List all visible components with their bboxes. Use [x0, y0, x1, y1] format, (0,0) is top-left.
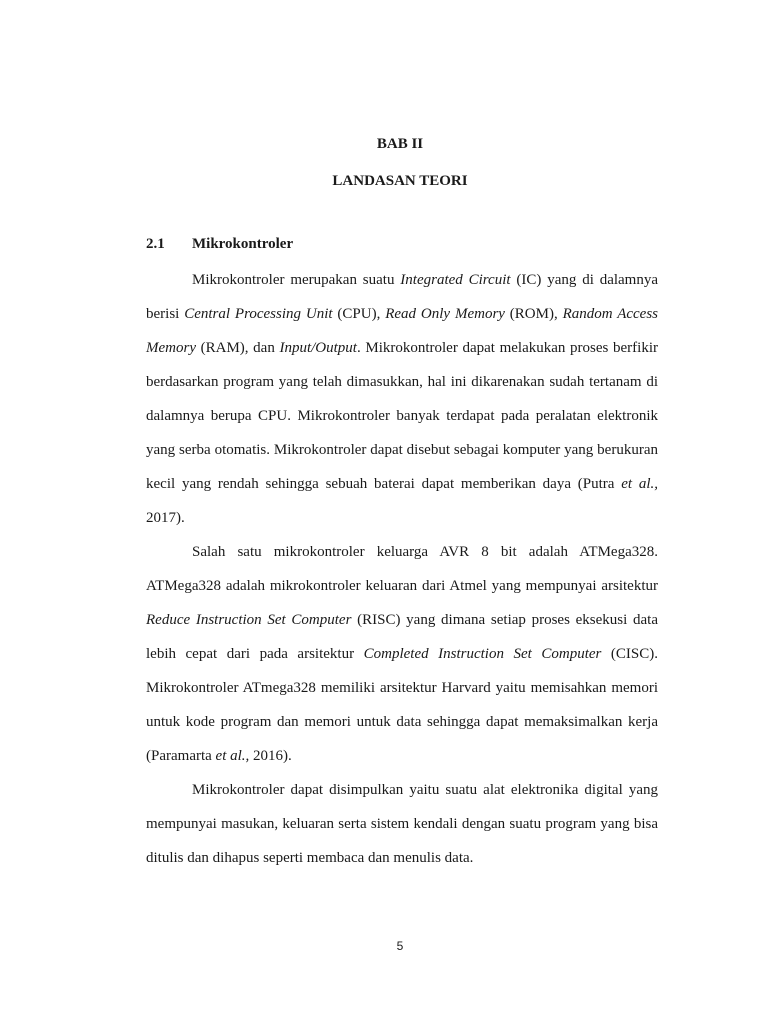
paragraph-2 [146, 535, 658, 773]
body-text [146, 263, 658, 875]
italic-term: Integrated Circuit [400, 272, 511, 288]
italic-term: Completed Instruction Set Computer [363, 646, 602, 662]
section-number: 2.1 [146, 236, 165, 252]
text-run: Mikrokontroler merupakan suatu [192, 272, 401, 288]
italic-term: et al., [215, 748, 250, 764]
paragraph-3 [146, 773, 658, 875]
italic-term: Central Processing Unit [184, 306, 333, 322]
page-number: 5 [396, 939, 404, 953]
italic-term: Random Access Memory [146, 306, 658, 356]
italic-term: Reduce Instruction Set Computer [146, 612, 352, 628]
text-run: (ROM), [504, 306, 563, 322]
chapter-title: LANDASAN TEORI [332, 173, 468, 189]
text-run: Salah satu mikrokontroler keluarga AVR 8 bit adalah ATMega328. ATMega328 adalah mikrokontroler keluaran dari Atmel yang mempunyai arsitektur [146, 544, 658, 594]
text-run: 2016). [249, 748, 292, 764]
text-run: (CPU), [332, 306, 386, 322]
text-run: (RISC) yang dimana setiap proses eksekusi data lebih cepat dari pada arsitektur [146, 612, 658, 662]
text-run: (IC) yang di dalamnya berisi [146, 272, 658, 322]
text-run: . Mikrokontroler dapat melakukan proses berfikir berdasarkan program yang telah dimasukkan, hal ini dikarenakan sudah tertanam di dalamnya berupa CPU. Mikrokontroler banyak terdapat pada peralatan elektronik yang serba otomatis. Mikrokontroler dapat disebut sebagai komputer yang berukuran kecil yang rendah sehingga sebuah baterai dapat memberikan daya (Putra [146, 340, 658, 492]
italic-term: Input/Output [279, 340, 357, 356]
section-title: Mikrokontroler [192, 236, 294, 252]
paragraph-1 [146, 263, 658, 535]
italic-term: et al., [621, 476, 658, 492]
italic-term: Read Only Memory [385, 306, 505, 322]
chapter-number: BAB II [376, 136, 424, 152]
text-run: (RAM), dan [195, 340, 280, 356]
text-run: (CISC). Mikrokontroler ATmega328 memiliki arsitektur Harvard yaitu memisahkan memori untuk kode program dan memori untuk data sehingga dapat memaksimalkan kerja (Paramarta [146, 646, 658, 764]
text-run: 2017). [146, 510, 185, 526]
text-run: Mikrokontroler dapat disimpulkan yaitu suatu alat elektronika digital yang mempunyai masukan, keluaran serta sistem kendali dengan suatu program yang bisa ditulis dan dihapus seperti membaca dan menulis data. [146, 782, 658, 866]
section-heading [146, 236, 293, 253]
